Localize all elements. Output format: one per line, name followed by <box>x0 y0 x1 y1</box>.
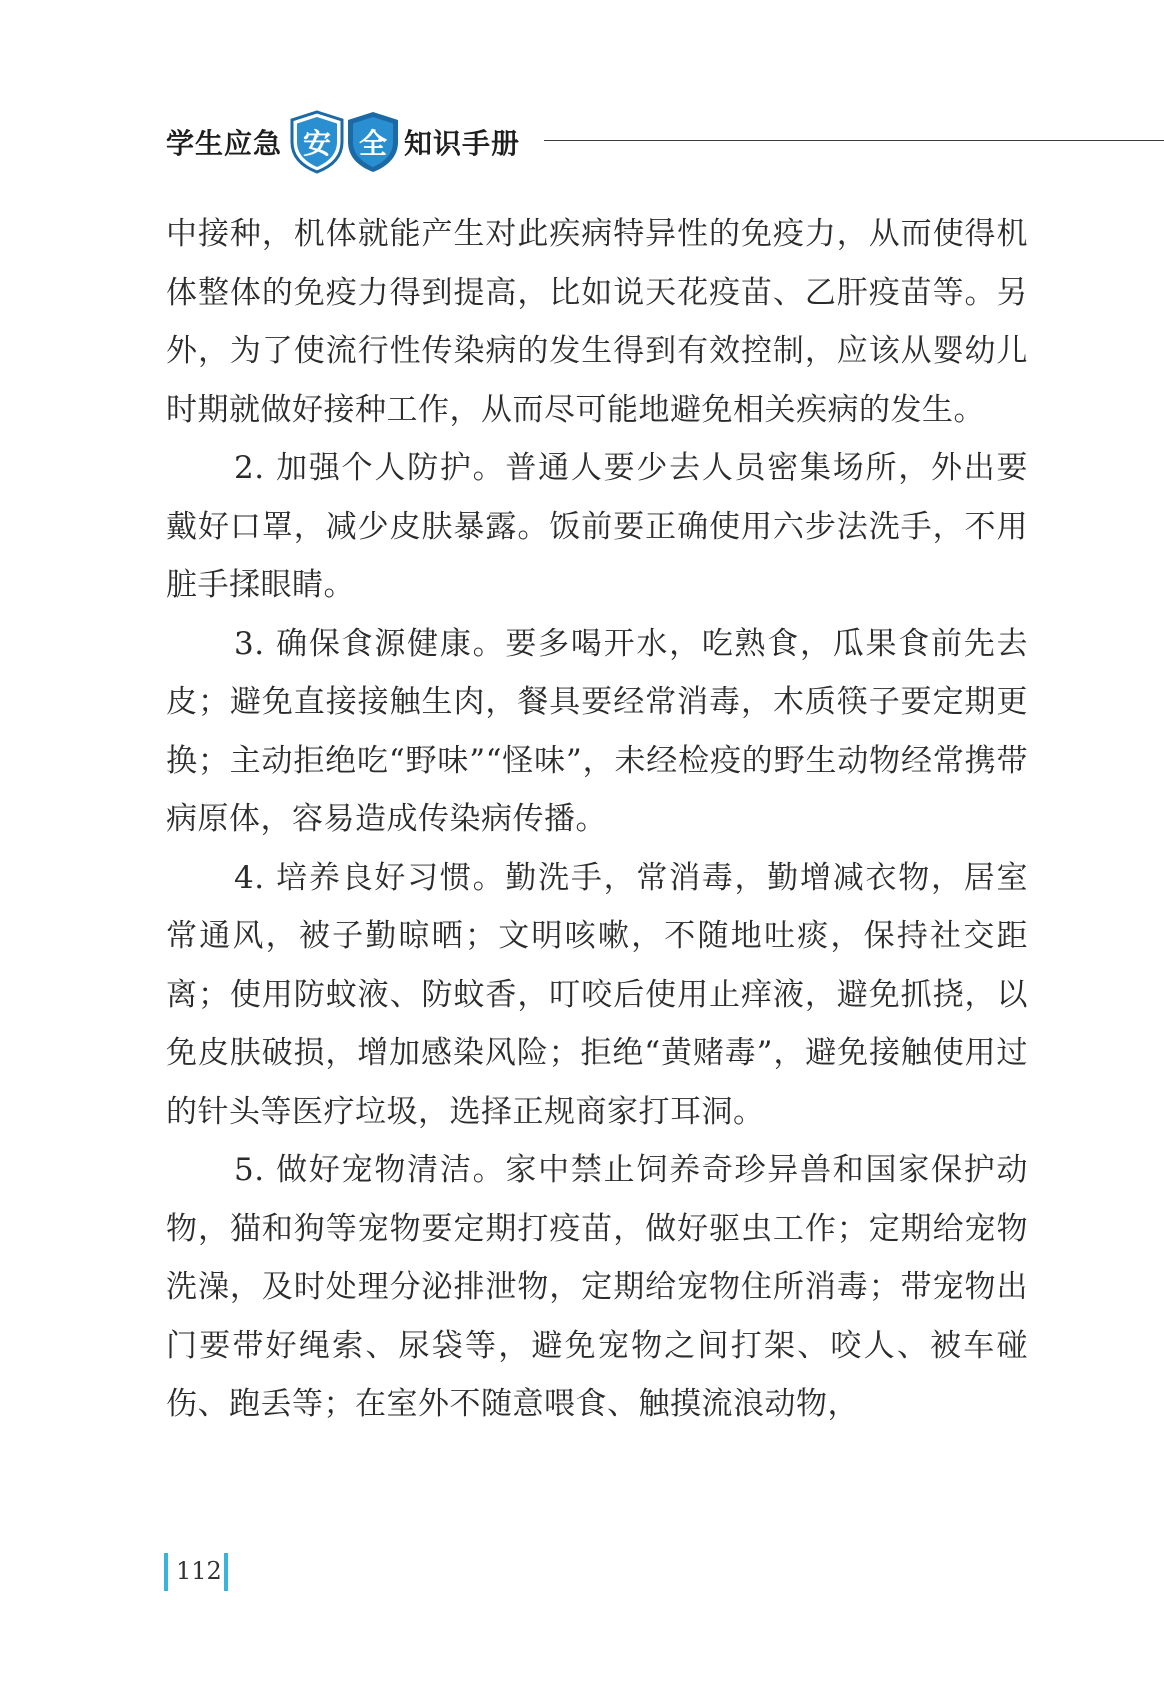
paragraph-4: 4. 培养良好习惯。勤洗手，常消毒，勤增减衣物，居室常通风，被子勤晾晒；文明咳嗽，不随地吐痰，保持社交距离；使用防蚊液、防蚊香，叮咬后使用止痒液，避免抓挠，以免皮肤破损，增加感染风险；拒绝“黄赌毒”，避免接触使用过的针头等医疗垃圾，选择正规商家打耳洞。 <box>166 859 1028 1130</box>
body-text <box>166 205 1028 1434</box>
shield-quan-icon <box>344 110 402 174</box>
paragraph-3: 3. 确保食源健康。要多喝开水，吃熟食，瓜果食前先去皮；避免直接接触生肉，餐具要经常消毒，木质筷子要定期更换；主动拒绝吃“野味”“怪味”，未经检疫的野生动物经常携带病原体，容易造成传染病传播。 <box>166 625 1028 837</box>
shield-an-icon <box>288 110 346 174</box>
running-header <box>166 110 1164 172</box>
paragraph-5: 5. 做好宠物清洁。家中禁止饲养奇珍异兽和国家保护动物，猫和狗等宠物要定期打疫苗，做好驱虫工作；定期给宠物洗澡，及时处理分泌排泄物，定期给宠物住所消毒；带宠物出门要带好绳索、尿袋等，避免宠物之间打架、咬人、被车碰伤、跑丢等；在室外不随意喂食、触摸流浪动物， <box>166 1152 1028 1422</box>
page-number: 112 <box>176 1557 222 1585</box>
page-number-bar-right <box>224 1553 228 1591</box>
header-title-right: 知识手册 <box>404 127 521 160</box>
header-title-left: 学生应急 <box>166 127 283 160</box>
page-number-bar-left <box>164 1553 168 1591</box>
paragraph-2: 2. 加强个人防护。普通人要少去人员密集场所，外出要戴好口罩，减少皮肤暴露。饭前要正确使用六步法洗手，不用脏手揉眼睛。 <box>166 450 1028 603</box>
shield-char-an: 安 <box>302 127 331 160</box>
header-rule <box>544 140 1164 141</box>
paragraph-1: 中接种，机体就能产生对此疾病特异性的免疫力，从而使得机体整体的免疫力得到提高，比如说天花疫苗、乙肝疫苗等。另外，为了使流行性传染病的发生得到有效控制，应该从婴幼儿时期就做好接种工作，从而尽可能地避免相关疾病的发生。 <box>166 216 1028 428</box>
shield-char-quan: 全 <box>358 127 387 160</box>
